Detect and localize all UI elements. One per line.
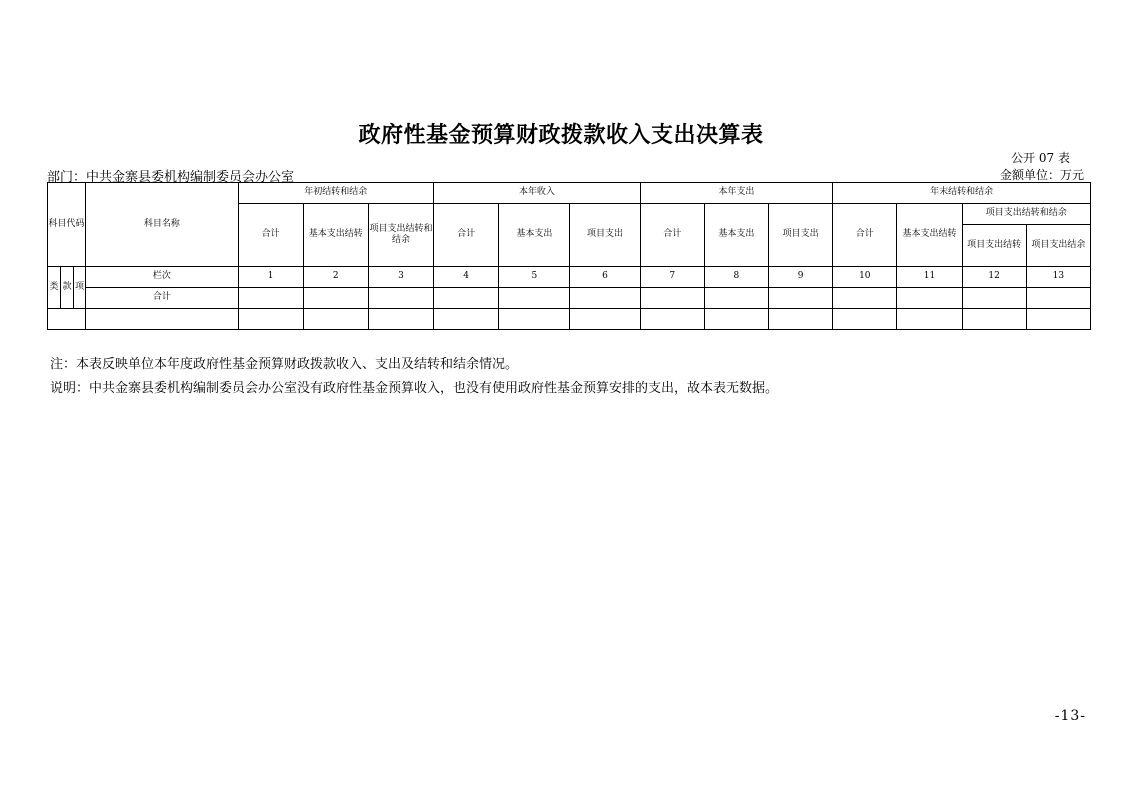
column-number: 5 <box>499 267 570 288</box>
table-cell <box>897 309 962 330</box>
col-header-5: 基本支出 <box>499 204 570 267</box>
table-cell <box>769 288 833 309</box>
subject-code-header: 科目代码 <box>48 183 86 267</box>
column-number: 6 <box>570 267 640 288</box>
col-header-12: 项目支出结转 <box>962 225 1026 267</box>
table-note: 注：本表反映单位本年度政府性基金预算财政拨款收入、支出及结转和结余情况。 <box>50 357 519 372</box>
page-title: 政府性基金预算财政拨款收入支出决算表 <box>358 122 764 148</box>
form-code: 公开 07 表 <box>1011 151 1070 165</box>
total-row <box>48 288 1091 309</box>
table-cell <box>1026 288 1090 309</box>
department-label: 部门：中共金寨县委机构编制委员会办公室 <box>47 170 295 185</box>
group-header-closing-balance: 年末结转和结余 <box>833 183 1091 204</box>
table-cell <box>704 309 768 330</box>
total-label: 合计 <box>86 288 238 309</box>
table-cell <box>368 288 433 309</box>
table-cell <box>86 309 238 330</box>
table-cell <box>640 309 704 330</box>
table-cell <box>1026 309 1090 330</box>
table-cell <box>499 309 570 330</box>
table-cell <box>962 288 1026 309</box>
col-header-1: 合计 <box>238 204 303 267</box>
column-number-row <box>48 267 1091 288</box>
page-number: -13- <box>1054 708 1086 724</box>
col-header-11: 基本支出结转 <box>897 204 962 267</box>
col-header-9: 项目支出 <box>769 204 833 267</box>
code-part-class: 类 <box>48 267 61 309</box>
table-cell <box>833 309 897 330</box>
table-cell <box>48 309 86 330</box>
col-header-10: 合计 <box>833 204 897 267</box>
col-header-8: 基本支出 <box>704 204 768 267</box>
group-header-current-expense: 本年支出 <box>640 183 833 204</box>
group-header-current-income: 本年收入 <box>434 183 641 204</box>
table-cell <box>434 288 499 309</box>
header-row-groups <box>48 183 1091 204</box>
table-explanation: 说明：中共金寨县委机构编制委员会办公室没有政府性基金预算收入，也没有使用政府性基金预算安排的支出，故本表无数据。 <box>50 381 779 396</box>
subject-name-header: 科目名称 <box>86 183 238 267</box>
column-number: 9 <box>769 267 833 288</box>
code-part-section: 款 <box>61 267 74 309</box>
table-cell <box>434 309 499 330</box>
empty-row <box>48 309 1091 330</box>
column-number: 13 <box>1026 267 1090 288</box>
col-header-2: 基本支出结转 <box>303 204 368 267</box>
col-header-3: 项目支出结转和结余 <box>368 204 433 267</box>
budget-table <box>47 182 1091 330</box>
col-header-7: 合计 <box>640 204 704 267</box>
table-cell <box>570 309 640 330</box>
sub-group-header: 项目支出结转和结余 <box>962 204 1090 225</box>
column-number: 1 <box>238 267 303 288</box>
col-header-4: 合计 <box>434 204 499 267</box>
column-number: 7 <box>640 267 704 288</box>
table-cell <box>499 288 570 309</box>
col-header-13: 项目支出结余 <box>1026 225 1090 267</box>
table-cell <box>238 288 303 309</box>
table-cell <box>303 309 368 330</box>
column-row-label: 栏次 <box>86 267 238 288</box>
column-number: 12 <box>962 267 1026 288</box>
table-cell <box>368 309 433 330</box>
column-number: 2 <box>303 267 368 288</box>
unit-label: 金额单位：万元 <box>999 168 1084 182</box>
column-number: 10 <box>833 267 897 288</box>
table-cell <box>303 288 368 309</box>
code-part-item: 项 <box>74 267 86 309</box>
table-cell <box>833 288 897 309</box>
column-number: 8 <box>704 267 768 288</box>
table-cell <box>238 309 303 330</box>
table-cell <box>640 288 704 309</box>
column-number: 3 <box>368 267 433 288</box>
col-header-6: 项目支出 <box>570 204 640 267</box>
table-cell <box>704 288 768 309</box>
table-cell <box>570 288 640 309</box>
column-number: 11 <box>897 267 962 288</box>
table-cell <box>962 309 1026 330</box>
table-cell <box>897 288 962 309</box>
column-number: 4 <box>434 267 499 288</box>
table-cell <box>769 309 833 330</box>
group-header-opening-balance: 年初结转和结余 <box>238 183 434 204</box>
